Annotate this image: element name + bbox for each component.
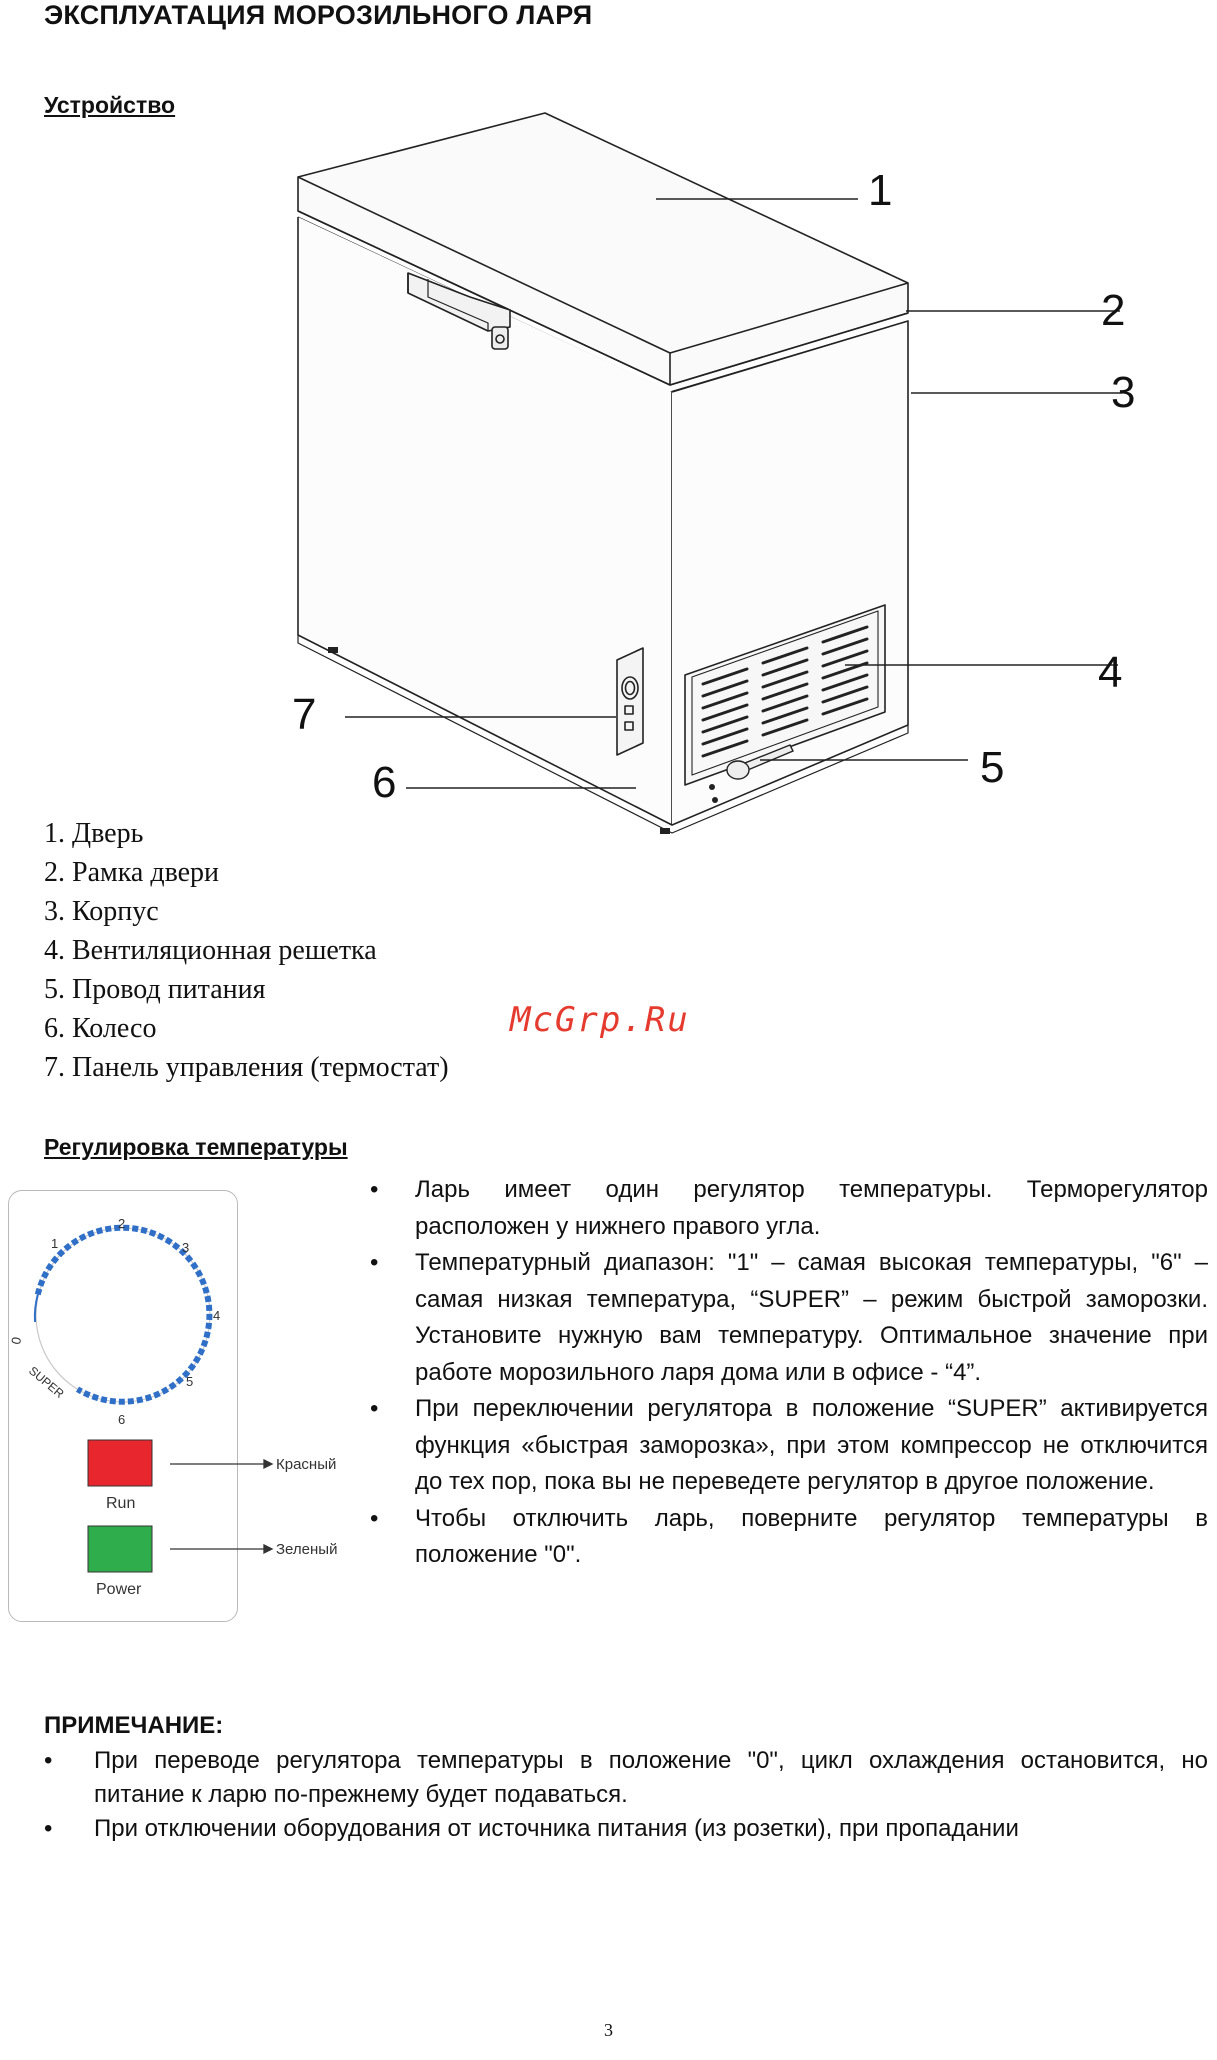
thermostat-dial-illustration — [8, 1190, 348, 1620]
dial-number-0: 0 — [8, 1335, 25, 1346]
parts-list-item: 5. Провод питания — [44, 974, 266, 1005]
parts-list-item: 2. Рамка двери — [44, 857, 220, 888]
callout-3: 3 — [1111, 368, 1136, 417]
parts-list-item: 6. Колесо — [44, 1013, 157, 1044]
dial-number-6: 6 — [118, 1412, 126, 1427]
dial-number-super: SUPER — [26, 1363, 67, 1401]
notes-list — [44, 1744, 1208, 1846]
freezer-illustration — [260, 95, 1210, 835]
bullet-item: • Ларь имеет один регулятор температуры. Терморегулятор расположен у нижнего правого угла. — [370, 1172, 1208, 1245]
callout-4: 4 — [1098, 648, 1123, 697]
section-heading-device: Устройство — [44, 92, 176, 118]
green-label: Зеленый — [276, 1541, 338, 1558]
parts-list-item: 3. Корпус — [44, 896, 159, 927]
dial-number-4: 4 — [213, 1308, 221, 1323]
dial-number-3: 3 — [182, 1240, 190, 1255]
section-heading-temperature: Регулировка температуры — [44, 1134, 348, 1160]
power-label: Power — [96, 1581, 142, 1598]
dial-number-5: 5 — [186, 1374, 194, 1389]
parts-list-item: 7. Панель управления (термостат) — [44, 1052, 449, 1083]
callout-7: 7 — [292, 690, 317, 739]
callout-1: 1 — [868, 166, 893, 215]
note-item: • При отключении оборудования от источника питания (из розетки), при пропадании — [44, 1812, 1208, 1846]
parts-list-item: 4. Вентиляционная решетка — [44, 935, 377, 966]
run-label: Run — [106, 1495, 136, 1512]
callout-5: 5 — [980, 743, 1005, 792]
dial-number-1: 1 — [51, 1236, 59, 1251]
parts-list — [44, 814, 449, 1087]
dial-number-2: 2 — [118, 1216, 126, 1231]
note-heading: ПРИМЕЧАНИЕ: — [44, 1712, 224, 1739]
bullet-item: • При переключении регулятора в положение “SUPER” активируется функция «быстрая заморозка», при этом компрессор не отключится до тех пор, пока вы не переведете регулятор в другое положение. — [370, 1391, 1208, 1501]
page-title: ЭКСПЛУАТАЦИЯ МОРОЗИЛЬНОГО ЛАРЯ — [44, 0, 593, 30]
red-label: Красный — [276, 1456, 337, 1473]
run-indicator — [88, 1440, 152, 1486]
power-indicator — [88, 1526, 152, 1572]
parts-list-item: 1. Дверь — [44, 818, 144, 849]
page-number: 3 — [604, 2020, 613, 2040]
bullet-item: • Температурный диапазон: "1" – самая высокая температуры, "6" – самая низкая температура, “SUPER” – режим быстрой заморозки. Установите нужную вам температуру. Оптимальное значение при работе морозильного ларя дома или в офисе - “4”. — [370, 1245, 1208, 1391]
bullet-item: • Чтобы отключить ларь, поверните регулятор температуры в положение "0". — [370, 1501, 1208, 1574]
watermark: McGrp.Ru — [510, 1000, 690, 1040]
callout-2: 2 — [1101, 286, 1126, 335]
callout-6: 6 — [372, 758, 397, 807]
temperature-instructions — [370, 1172, 1208, 1574]
note-item: • При переводе регулятора температуры в положение "0", цикл охлаждения остановится, но питание к ларю по-прежнему будет подаваться. — [44, 1744, 1208, 1812]
